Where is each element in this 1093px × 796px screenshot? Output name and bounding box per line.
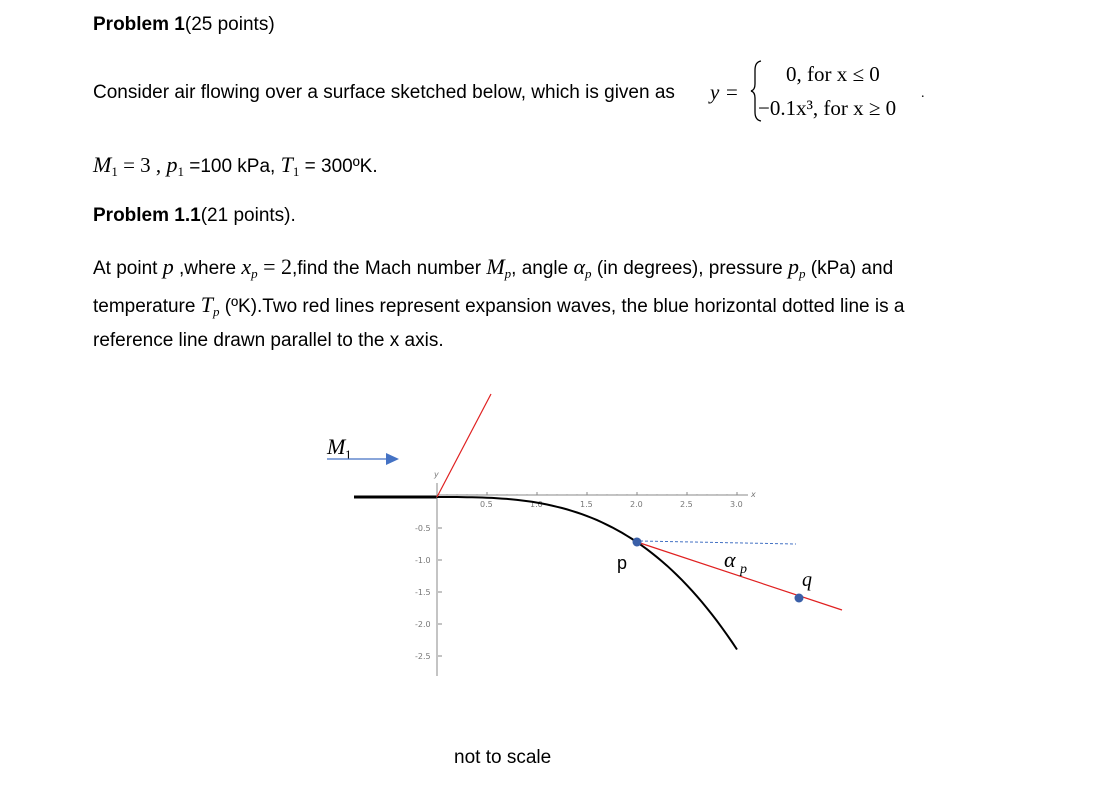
q-xp-sub: p [251,266,258,281]
p1-symbol: p [166,152,178,177]
subproblem-title [93,205,296,227]
question-line-3: reference line drawn parallel to the x axis. [93,330,444,351]
mach-label: M [327,434,346,459]
piecewise-equation [710,58,940,128]
q-text-2: ,where [173,258,237,279]
x-axis-label: x [751,490,756,499]
piecewise-case-1: 0, for x ≤ 0 [786,62,880,86]
mach-arrow-head-icon [386,453,399,465]
alpha-label: α [724,547,736,572]
mach1-value: = 3 , [117,153,162,177]
y-tick-label: -2.0 [415,620,431,629]
y-tick-label: -1.0 [415,556,431,565]
x-tick-label: 3.0 [730,500,743,509]
q-tp-sub: p [212,304,220,319]
q-pp-sub: p [798,266,806,281]
piecewise-lhs: y = [710,80,739,104]
mach1-sub: 1 [111,164,118,179]
mach1-symbol: M [93,152,112,177]
y-tick-label: -0.5 [415,524,431,533]
x-tick-label: 2.0 [630,500,643,509]
flow-diagram [0,380,1093,700]
surface-curve [437,497,737,650]
q2-text-1: temperature [93,296,196,317]
y-axis-label: y [434,470,439,479]
x-tick-label: 2.5 [680,500,693,509]
q-text-6: (kPa) and [805,258,894,279]
alpha-sub: p [740,562,747,577]
y-tick-label: -2.5 [415,652,431,661]
x-tick-label: 0.5 [480,500,493,509]
q-xp-symbol: x [241,254,252,279]
x-tick-label: 1.5 [580,500,593,509]
problem-title [93,14,275,36]
expansion-wave-1 [437,394,491,497]
q-alpha-sub: p [585,266,592,281]
y-tick-label: -1.5 [415,588,431,597]
t1-value: = 300ºK. [299,156,378,177]
q-text-1: At point [93,258,158,279]
q-text-5: (in degrees), pressure [591,258,783,279]
x-tick-label: 1.0 [530,500,543,509]
point-p-marker [633,538,642,547]
p1-value: =100 kPa, [183,156,276,177]
not-to-scale-note: not to scale [454,747,552,768]
q-tp-symbol: T [200,292,213,317]
mach-sub: 1 [345,447,352,462]
intro-text: Consider air flowing over a surface sketched below, which is given as [93,82,675,103]
t1-sub: 1 [292,164,300,179]
q-text-4: , angle [511,258,569,279]
q-pp-symbol: p [787,254,799,279]
y-tick-marks [415,524,442,661]
q-text-3: ,find the Mach number [292,258,482,279]
point-q-marker [795,594,804,603]
point-q-label: q [802,569,812,591]
q2-text-2: (ºK).Two red lines represent expansion waves, the blue horizontal dotted line is a [219,296,905,317]
q-p-symbol: p [162,254,174,279]
piecewise-period: . [921,86,925,101]
reference-line [640,541,796,544]
subproblem-title-bold: Problem 1.1 [93,205,201,226]
problem-title-points: (25 points) [184,14,275,35]
q-alpha-symbol: α [573,254,586,279]
q-mp-symbol: M [486,254,505,279]
q-xp-value: = 2 [257,254,292,279]
question-line-2 [93,292,904,320]
point-p-label: p [617,553,628,573]
t1-symbol: T [280,152,293,177]
piecewise-case-2: −0.1x³, for x ≥ 0 [758,96,897,120]
q-mp-sub: p [504,266,512,281]
given-conditions [93,152,378,180]
subproblem-points: (21 points). [200,205,296,226]
question-line-1 [93,254,893,282]
p1-sub: 1 [177,164,184,179]
problem-title-bold: Problem 1 [93,14,185,35]
